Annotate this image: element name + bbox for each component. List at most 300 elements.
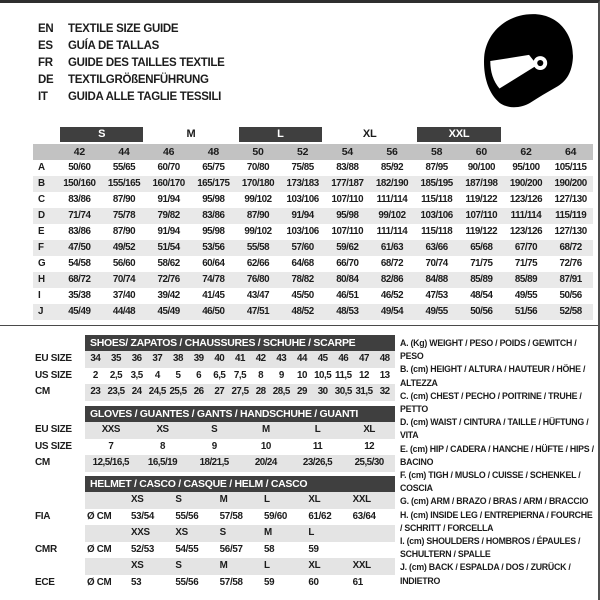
- legend-item-j: J. (cm) BACK / ESPALDA / DOS / ZURÜCK / INDIETRO: [400, 562, 571, 586]
- measure-value: 103/106: [286, 194, 319, 205]
- measure-value: 71/75: [470, 258, 493, 269]
- shoes-value: 41: [235, 353, 245, 364]
- legend-item-c: C. (cm) CHEST / PECHO / POITRINE / TRUHE / PETTO: [400, 390, 582, 415]
- legend-item-d: D. (cm) WAIST / CINTURA / TAILLE / HÜFTUNG / VITA: [400, 417, 589, 441]
- measure-row-label: C: [38, 194, 45, 205]
- helmet-value: L: [308, 527, 315, 538]
- measure-row-label: D: [38, 210, 45, 221]
- measure-value: 119/122: [465, 226, 498, 237]
- measure-value: 127/130: [554, 194, 587, 205]
- language-code: IT: [38, 90, 48, 103]
- measure-value: 103/106: [420, 210, 453, 221]
- helmet-value: L: [263, 560, 270, 571]
- helmet-value: 60: [308, 576, 319, 588]
- measure-value: 49/52: [112, 242, 136, 253]
- shoes-table-title: SHOES/ ZAPATOS / CHAUSSURES / SCHUHE / SCARPE: [85, 335, 395, 351]
- gloves-value: XL: [363, 424, 375, 435]
- measure-value: 173/183: [286, 178, 319, 189]
- measure-value: 48/52: [291, 306, 314, 317]
- measure-value: 111/114: [376, 226, 408, 237]
- shoes-title-spacer: [35, 335, 85, 351]
- shoes-value: 5: [175, 369, 181, 381]
- measure-row-label: E: [38, 226, 45, 237]
- page-title-it: GUIDA ALLE TAGLIE TESSILI: [68, 90, 222, 103]
- helmet-value: XL: [308, 560, 321, 571]
- size-number-header-row: [33, 144, 593, 160]
- measure-value: 115/118: [421, 194, 453, 205]
- page-title-es: GUÍA DE TALLAS: [68, 39, 159, 52]
- gloves-value: 8: [160, 440, 165, 452]
- size-band-xl: XL: [362, 128, 377, 140]
- size-band-s: S: [60, 127, 143, 142]
- shoes-value: 10,5: [314, 369, 332, 381]
- helmet-value: Ø CM: [87, 576, 112, 588]
- helmet-label-spacer: [35, 558, 85, 575]
- shoes-value: 23: [90, 386, 101, 397]
- measure-value: 70/74: [112, 274, 136, 285]
- language-row-de: [38, 71, 225, 88]
- measure-value: 99/102: [378, 210, 406, 221]
- helmet-value: XS: [131, 494, 144, 505]
- measure-value: 62/66: [246, 258, 270, 269]
- shoes-row: [85, 384, 395, 401]
- measure-value: 83/86: [68, 226, 91, 237]
- measure-value: 182/190: [375, 178, 409, 189]
- measure-value: 75/78: [112, 210, 136, 221]
- measure-row-j: [33, 304, 593, 320]
- shoes-value: 2: [92, 369, 98, 381]
- measure-row-c: [33, 192, 593, 208]
- shoes-value: 32: [379, 386, 390, 397]
- shoes-value: 45: [317, 353, 328, 364]
- gloves-value: 18/21,5: [199, 457, 229, 468]
- shoes-row: [85, 368, 395, 385]
- gloves-label-cm: CM: [35, 457, 50, 468]
- shoes-value: 24: [131, 386, 142, 397]
- measure-value: 43/47: [246, 290, 270, 301]
- helmet-value: [85, 492, 129, 509]
- shoes-value: 30: [317, 386, 328, 397]
- language-row-es: [38, 37, 225, 54]
- gloves-value: 10: [260, 440, 271, 452]
- measure-row-label: I: [38, 290, 41, 301]
- helmet-value: 59: [263, 576, 275, 588]
- helmet-value: S: [175, 560, 182, 571]
- measure-value: 185/195: [420, 178, 453, 189]
- measure-value: 177/187: [331, 178, 364, 189]
- helmet-value: 57/58: [219, 510, 243, 522]
- measure-value: 65/68: [470, 242, 493, 253]
- measure-value: 48/53: [336, 306, 359, 317]
- measure-value: 80/84: [336, 274, 359, 285]
- measure-value: 105/115: [554, 162, 587, 173]
- helmet-value: S: [219, 527, 226, 538]
- gloves-value: 12: [364, 440, 375, 452]
- language-title-list: [38, 20, 225, 105]
- shoes-value: 37: [152, 353, 163, 364]
- helmet-value: [85, 525, 129, 542]
- measure-value: 68/72: [68, 274, 91, 285]
- measure-value: 87/90: [246, 210, 270, 221]
- gloves-value: 20/24: [254, 457, 277, 468]
- language-code: ES: [38, 39, 53, 52]
- shoes-value: 13: [379, 369, 390, 381]
- measure-value: 51/54: [157, 242, 180, 253]
- measure-row-b: [33, 176, 593, 192]
- helmet-value: 52/53: [131, 543, 155, 555]
- page-title-fr: GUIDE DES TAILLES TEXTILE: [68, 56, 225, 69]
- helmet-value: 59/60: [263, 510, 288, 522]
- gloves-table-title: GLOVES / GUANTES / GANTS / HANDSCHUHE / GUANTI: [85, 406, 395, 422]
- shoes-value: 43: [276, 353, 287, 364]
- helmet-value: 63/64: [352, 510, 376, 522]
- language-row-fr: [38, 54, 225, 71]
- measure-value: 87/95: [425, 162, 448, 173]
- measure-value: 63/66: [425, 242, 448, 253]
- measure-value: 48/54: [470, 290, 493, 301]
- measure-value: 107/110: [465, 210, 498, 221]
- measure-value: 71/75: [514, 258, 538, 269]
- page-title: TEXTILE SIZE GUIDE: [68, 22, 179, 35]
- measure-value: 59/62: [336, 242, 359, 253]
- measure-value: 111/114: [376, 194, 408, 205]
- language-row-en: [38, 20, 225, 37]
- measure-value: 160/170: [152, 178, 185, 189]
- gloves-title-spacer: [35, 406, 85, 422]
- measure-row-label: G: [38, 258, 46, 269]
- size-col-58: 58: [431, 146, 443, 158]
- helmet-value: 55/56: [175, 576, 199, 588]
- helmet-label-ece: ECE: [35, 576, 55, 588]
- helmet-value: 61: [352, 576, 363, 588]
- shoes-table: [35, 335, 395, 401]
- measure-value: 107/110: [331, 194, 364, 205]
- measure-value: 35/38: [68, 290, 91, 301]
- gloves-label-us-size: US SIZE: [35, 440, 72, 452]
- measure-value: 70/80: [246, 162, 270, 173]
- measure-value: 76/80: [246, 274, 270, 285]
- measure-value: 58/62: [157, 258, 180, 269]
- gloves-value: 9: [211, 440, 217, 452]
- helmet-row: [85, 492, 395, 509]
- section-divider: [0, 325, 600, 326]
- measure-value: 123/126: [509, 226, 543, 237]
- measure-value: 60/64: [202, 258, 225, 269]
- measure-value: 44/48: [112, 306, 136, 317]
- gloves-value: 11: [312, 440, 323, 452]
- measure-value: 95/98: [202, 226, 225, 237]
- measure-value: 74/78: [202, 274, 225, 285]
- measure-value: 47/51: [246, 306, 270, 317]
- helmet-value: 53/54: [131, 510, 155, 522]
- gloves-value: XS: [156, 424, 169, 435]
- helmet-table-title: HELMET / CASCO / CASQUE / HELM / CASCO: [85, 476, 395, 492]
- measure-value: 68/72: [559, 242, 582, 253]
- measure-value: 75/85: [291, 162, 314, 173]
- measure-value: 50/60: [68, 162, 91, 173]
- shoes-value: 42: [255, 353, 266, 364]
- shoes-value: 24,5: [148, 386, 166, 397]
- measure-row-a: [33, 160, 593, 176]
- gloves-value: S: [211, 424, 218, 435]
- language-row-it: [38, 88, 225, 105]
- legend-item-e: E. (cm) HIP / CADERA / HANCHE / HÜFTE / HIPS / BACINO: [400, 443, 594, 467]
- measure-value: 61/63: [380, 242, 404, 253]
- measure-value: 45/49: [157, 306, 180, 317]
- helmet-value: [351, 542, 395, 559]
- helmet-row: [85, 525, 395, 542]
- gloves-value: XXS: [101, 424, 120, 435]
- helmet-row: [85, 542, 395, 559]
- measure-value: 95/98: [336, 210, 359, 221]
- legend-item-g: G. (cm) ARM / BRAZO / BRAS / ARM / BRACCIO: [400, 496, 589, 507]
- measure-value: 52/58: [559, 306, 582, 317]
- size-col-44: 44: [118, 146, 130, 158]
- gloves-value: 12,5/16,5: [92, 457, 129, 468]
- measure-value: 39/42: [157, 290, 180, 301]
- shoes-value: 23,5: [107, 386, 125, 397]
- shoes-value: 11,5: [335, 369, 352, 381]
- measure-row-h: [33, 272, 593, 288]
- helmet-value: 53: [131, 576, 142, 588]
- measure-row-label: H: [38, 274, 45, 285]
- shoes-value: 26: [193, 386, 204, 397]
- shoes-value: 8: [258, 369, 264, 381]
- page-title-de: TEXTILGRÖßENFÜHRUNG: [68, 73, 209, 86]
- measure-row-label: A: [38, 162, 45, 173]
- shoes-value: 10: [297, 369, 307, 381]
- gloves-value: 16,5/19: [147, 457, 178, 468]
- helmet-value: 61/62: [308, 510, 332, 522]
- measure-value: 82/86: [380, 274, 404, 285]
- size-col-48: 48: [207, 146, 219, 158]
- shoes-value: 29: [297, 386, 307, 397]
- measure-value: 170/180: [241, 178, 275, 189]
- measure-value: 72/76: [559, 258, 582, 269]
- measure-value: 115/118: [421, 226, 453, 237]
- measure-row-f: [33, 240, 593, 256]
- shoes-value: 36: [131, 353, 142, 364]
- helmet-value: S: [175, 494, 182, 505]
- measure-value: 95/98: [202, 194, 225, 205]
- measure-value: 107/110: [331, 226, 364, 237]
- measure-value: 49/54: [380, 306, 404, 317]
- shoes-value: 9: [278, 369, 284, 381]
- measure-value: 90/100: [467, 162, 495, 173]
- measure-value: 85/89: [514, 274, 538, 285]
- shoes-label-cm: CM: [35, 386, 50, 397]
- language-code: FR: [38, 56, 53, 69]
- helmet-value: L: [263, 494, 270, 505]
- helmet-label-spacer: [35, 525, 85, 542]
- legend-item-b: B. (cm) HEIGHT / ALTURA / HAUTEUR / HÖHE / ALTEZZA: [400, 364, 586, 388]
- gloves-row: [85, 455, 395, 472]
- helmet-value: Ø CM: [87, 543, 112, 555]
- measure-value: 99/102: [244, 194, 272, 205]
- helmet-value: XS: [175, 527, 188, 538]
- measure-value: 45/49: [68, 306, 91, 317]
- measure-value: 46/51: [336, 290, 359, 301]
- measure-row-label: F: [38, 242, 44, 253]
- helmet-row: [85, 575, 395, 592]
- measure-value: 99/102: [244, 226, 272, 237]
- helmet-value: XS: [131, 560, 144, 571]
- measure-value: 60/70: [157, 162, 180, 173]
- measure-value: 84/88: [425, 274, 448, 285]
- measure-value: 70/74: [425, 258, 448, 269]
- shoes-value: 6,5: [213, 369, 226, 381]
- measure-value: 55/58: [246, 242, 270, 253]
- gloves-row: [85, 422, 395, 439]
- measure-value: 72/76: [157, 274, 180, 285]
- helmet-row: [85, 509, 395, 526]
- helmet-value: 56/57: [219, 543, 243, 555]
- shoes-value: 27,5: [231, 386, 249, 397]
- shoes-value: 30,5: [334, 386, 352, 397]
- helmet-table: [35, 476, 395, 591]
- size-col-60: 60: [475, 146, 487, 158]
- helmet-value: M: [263, 527, 272, 538]
- size-col-52: 52: [297, 146, 309, 158]
- measure-value: 103/106: [286, 226, 319, 237]
- shoes-value: 40: [214, 353, 225, 364]
- measure-value: 87/90: [112, 194, 136, 205]
- size-col-62: 62: [520, 146, 532, 158]
- helmet-value: Ø CM: [87, 510, 112, 522]
- measure-value: 71/74: [68, 210, 91, 221]
- helmet-label-cmr: CMR: [35, 543, 57, 555]
- measure-value: 79/82: [157, 210, 180, 221]
- measure-value: 83/86: [68, 194, 91, 205]
- size-col-64: 64: [565, 146, 577, 158]
- shoes-value: 44: [297, 353, 307, 364]
- legend-item-a: A. (Kg) WEIGHT / PESO / POIDS / GEWITCH / PESO: [400, 338, 577, 362]
- measure-value: 56/60: [112, 258, 136, 269]
- measure-value: 37/40: [112, 290, 136, 301]
- shoes-value: 3,5: [130, 369, 143, 381]
- measure-row-label: J: [38, 306, 43, 317]
- measure-value: 190/200: [509, 178, 543, 189]
- measure-value: 50/56: [559, 290, 582, 301]
- measure-value: 41/45: [202, 290, 225, 301]
- gloves-value: 25,5/30: [354, 457, 384, 468]
- gloves-value: M: [261, 424, 270, 435]
- helmet-value: [85, 558, 129, 575]
- language-code: EN: [38, 22, 54, 35]
- helmet-label-fia: FIA: [35, 510, 51, 522]
- measure-value: 119/122: [465, 194, 498, 205]
- measure-value: 66/70: [336, 258, 359, 269]
- measure-value: 115/119: [555, 210, 587, 221]
- gloves-label-eu-size: EU SIZE: [35, 424, 72, 435]
- helmet-value: XXL: [352, 494, 371, 505]
- helmet-value: [351, 525, 395, 542]
- size-col-42: 42: [73, 146, 85, 158]
- measure-value: 54/58: [68, 258, 91, 269]
- measure-value: 68/72: [380, 258, 404, 269]
- measure-value: 111/114: [510, 210, 542, 221]
- measure-value: 123/126: [509, 194, 543, 205]
- measure-value: 190/200: [554, 178, 587, 189]
- size-band-spacer: [36, 127, 54, 142]
- measure-value: 91/94: [157, 194, 180, 205]
- legend-item-i: I. (cm) SHOULDERS / HOMBROS / ÉPAULES / SCHULTERN / SPALLE: [400, 536, 581, 560]
- size-col-56: 56: [386, 146, 398, 158]
- measure-value: 45/50: [291, 290, 314, 301]
- shoes-row: [85, 351, 395, 368]
- measure-value: 47/53: [425, 290, 448, 301]
- shoes-value: 48: [379, 353, 390, 364]
- helmet-label-spacer: [35, 492, 85, 509]
- shoes-value: 38: [173, 353, 183, 364]
- shoes-value: 27: [214, 386, 225, 397]
- measure-value: 65/75: [202, 162, 225, 173]
- gloves-row: [85, 439, 395, 456]
- measure-row-label: B: [38, 178, 45, 189]
- size-band-spacer: [507, 127, 546, 142]
- gloves-value: 23/26,5: [302, 457, 333, 468]
- size-band-m: M: [186, 128, 196, 140]
- legend-item-f: F. (cm) TIGH / MUSLO / CUISSE / SCHENKEL / COSCIA: [400, 470, 581, 494]
- measure-row-i: [33, 288, 593, 304]
- shoes-value: 34: [90, 353, 101, 364]
- measure-row-d: [33, 208, 593, 224]
- measure-value: 46/50: [202, 306, 225, 317]
- shoes-label-us-size: US SIZE: [35, 369, 72, 381]
- measure-value: 50/56: [470, 306, 493, 317]
- shoes-value: 28,5: [272, 386, 290, 397]
- shoes-value: 7,5: [233, 369, 247, 381]
- helmet-value: M: [219, 494, 228, 505]
- gloves-table: [35, 406, 395, 472]
- measure-value: 64/68: [291, 258, 314, 269]
- measure-value: 47/50: [68, 242, 91, 253]
- measure-value: 49/55: [425, 306, 448, 317]
- shoes-value: 28: [255, 386, 266, 397]
- measure-value: 155/165: [107, 178, 141, 189]
- helmet-value: 59: [308, 543, 319, 555]
- language-code: DE: [38, 73, 54, 86]
- helmet-value: M: [219, 560, 228, 571]
- shoes-value: 4: [154, 369, 160, 381]
- shoes-value: 12: [359, 369, 369, 381]
- measure-value: 95/100: [512, 162, 540, 173]
- measure-value: 57/60: [291, 242, 314, 253]
- measurement-legend: [400, 337, 596, 588]
- helmet-value: XXS: [131, 527, 150, 538]
- helmet-icon: [474, 9, 580, 111]
- gloves-value: 7: [108, 440, 114, 452]
- helmet-title-spacer: [35, 476, 85, 492]
- measure-value: 87/91: [559, 274, 582, 285]
- measure-value: 85/89: [470, 274, 493, 285]
- gloves-value: L: [314, 424, 321, 435]
- measure-value: 53/56: [202, 242, 225, 253]
- size-col-46: 46: [163, 146, 175, 158]
- shoes-label-eu-size: EU SIZE: [35, 353, 72, 364]
- helmet-value: 57/58: [219, 576, 243, 588]
- shoes-value: 6: [196, 369, 202, 381]
- size-col-50: 50: [252, 146, 264, 158]
- main-size-table: [33, 127, 593, 320]
- measure-row-g: [33, 256, 593, 272]
- measure-value: 187/198: [465, 178, 498, 189]
- shoes-value: 25,5: [169, 386, 187, 397]
- measure-value: 127/130: [554, 226, 587, 237]
- shoes-value: 35: [111, 353, 121, 364]
- shoes-value: 47: [359, 353, 369, 364]
- helmet-value: 58: [263, 543, 275, 555]
